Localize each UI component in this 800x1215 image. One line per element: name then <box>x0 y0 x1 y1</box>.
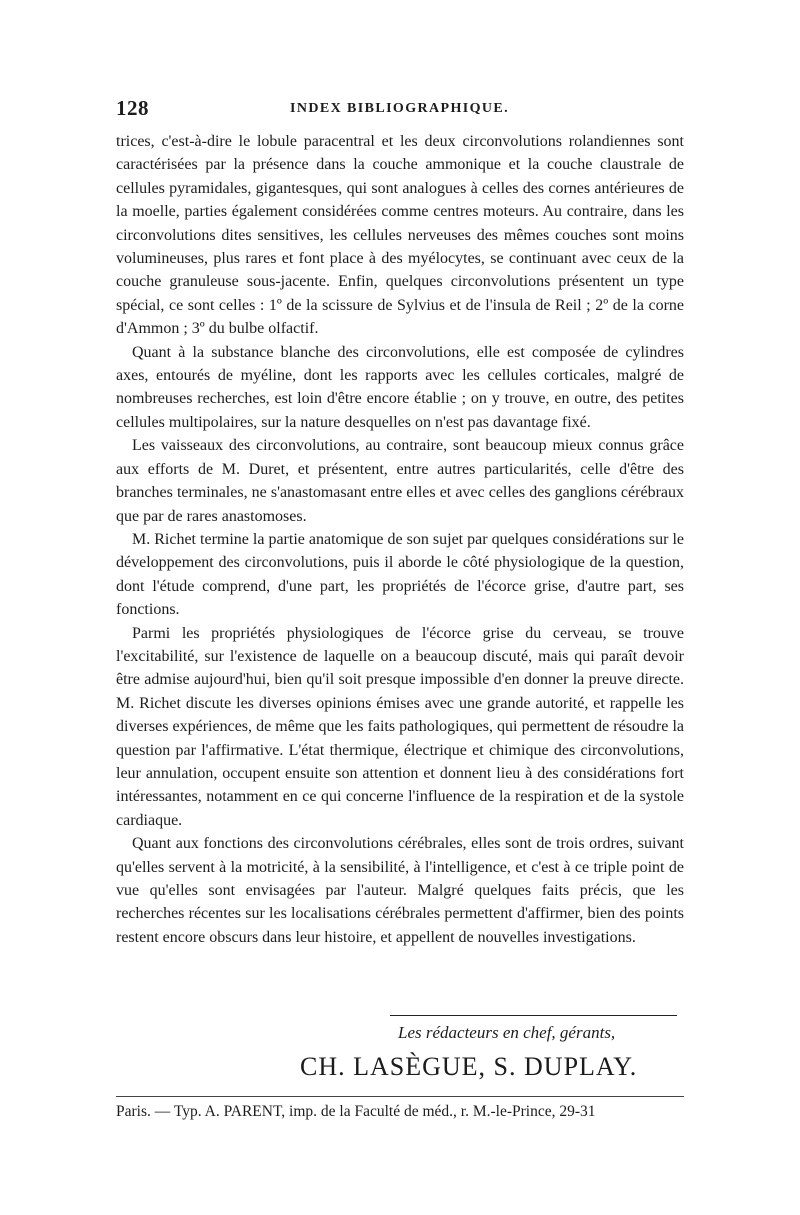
paragraph: trices, c'est-à-dire le lobule paracentral et les deux circonvolutions rolandiennes sont caractérisées par la présence dans la couche ammonique et la couche claustrale de cellules pyramidales, gigantesques, qui sont analogues à celles des cornes antérieures de la moelle, parties également considérées comme centres moteurs. Au contraire, dans les circonvolutions dites sensitives, les cellules nerveuses des mêmes couches sont moins volumineuses, plus rares et font place à des myélocytes, se continuant avec ceux de la couche granuleuse sous-jacente. Enfin, quelques circonvolutions présentent un type spécial, ce sont celles : 1º de la scissure de Sylvius et de l'insula de Reil ; 2º de la corne d'Ammon ; 3º du bulbe olfactif. <box>116 133 684 338</box>
imprint-rule <box>116 1096 684 1097</box>
signature-rule <box>390 1015 677 1016</box>
paragraph: Les vaisseaux des circonvolutions, au contraire, sont beaucoup mieux connus grâce aux efforts de M. Duret, et présentent, entre autres particularités, celle d'être des branches terminales, ne s'anastomasant entre elles et avec celles des ganglions cérébraux que par de rares anastomoses. <box>116 437 684 525</box>
paragraph: Parmi les propriétés physiologiques de l'écorce grise du cerveau, se trouve l'excitabilité, sur l'existence de laquelle on a beaucoup discuté, mais qui paraît devoir être admise aujourd'hui, bien qu'il soit presque impossible d'en donner la preuve directe. M. Richet discute les diverses opinions émises avec une grande autorité, et rappelle les diverses expériences, de même que les faits pathologiques, qui permettent de résoudre la question par l'affirmative. L'état thermique, électrique et chimique des circonvolutions, leur annulation, occupent ensuite son attention et donnent lieu à des considérations fort intéressantes, notamment en ce qui concerne l'influence de la respiration et de la systole cardiaque. <box>116 624 684 829</box>
paragraph: Quant aux fonctions des circonvolutions cérébrales, elles sont de trois ordres, suivant qu'elles servent à la motricité, à la sensibilité, à l'intelligence, et c'est à ce triple point de vue qu'elles sont envisagées par l'auteur. Malgré quelques faits précis, que les recherches récentes sur les localisations cérébrales permettent d'affirmer, bien des points restent encore obscurs dans leur histoire, et appellent de nouvelles investigations. <box>116 835 684 946</box>
paragraph: M. Richet termine la partie anatomique de son sujet par quelques considérations sur le développement des circonvolutions, puis il aborde le côté physiologique de la question, dont l'étude comprend, d'une part, les propriétés de l'écorce grise, d'autre part, ses fonctions. <box>116 530 684 619</box>
signature-names: CH. LASÈGUE, S. DUPLAY. <box>300 1052 638 1081</box>
signature-note: Les rédacteurs en chef, gérants, <box>398 1023 616 1042</box>
running-head <box>116 96 686 122</box>
printer-imprint: Paris. — Typ. A. PARENT, imp. de la Faculté de méd., r. M.-le-Prince, 29-31 <box>116 1103 596 1120</box>
page-number: 128 <box>116 96 149 120</box>
running-title: INDEX BIBLIOGRAPHIQUE. <box>290 101 510 116</box>
paragraph: Quant à la substance blanche des circonvolutions, elle est composée de cylindres axes, entourés de myéline, dont les rapports avec les cellules corticales, malgré de nombreuses recherches, est loin d'être encore établie ; on y trouve, en outre, des petites cellules multipolaires, sur la nature desquelles on n'est pas davantage fixé. <box>116 343 684 431</box>
body-text <box>116 130 684 949</box>
